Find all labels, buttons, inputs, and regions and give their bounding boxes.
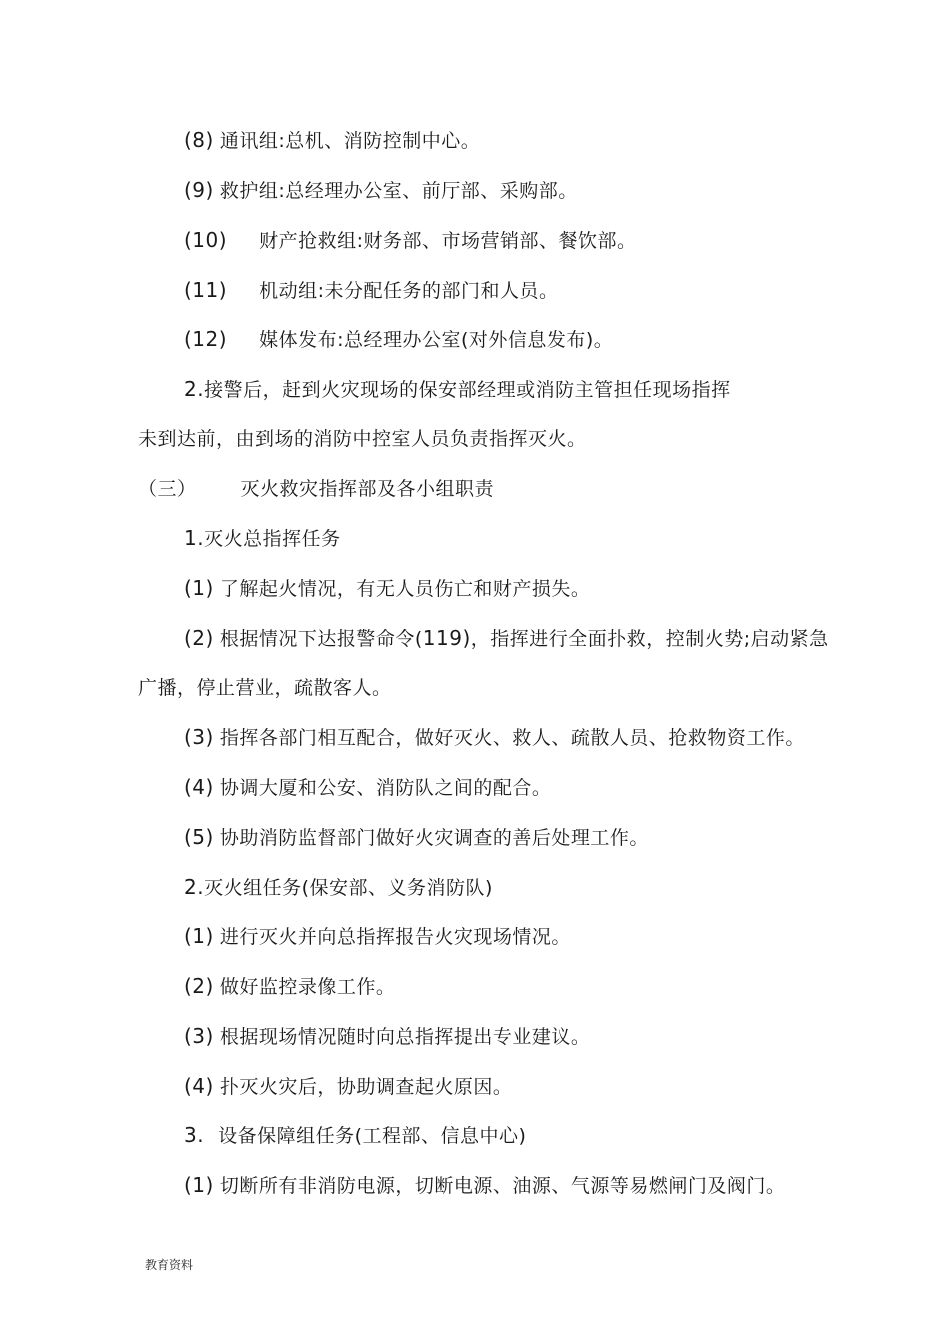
item-number: (9) — [184, 178, 214, 202]
item-text: ，指挥进行全面扑救，控制火势;启动紧急 — [470, 628, 829, 650]
text-line — [184, 1024, 590, 1049]
item-text: 灭火总指挥任务 — [204, 528, 341, 550]
text-line — [184, 128, 480, 153]
item-text: 做好监控录像工作。 — [219, 976, 396, 998]
text-line — [184, 178, 578, 203]
text-line — [184, 775, 551, 800]
text-line — [184, 626, 829, 651]
item-text: 指挥各部门相互配合，做好灭火、救人、疏散人员、抢救物资工作。 — [219, 727, 805, 749]
item-number: (1) — [184, 924, 214, 948]
item-text: 协助消防监督部门做好火灾调查的善后处理工作。 — [219, 827, 649, 849]
text-line — [184, 576, 590, 601]
item-number: (4) — [184, 775, 214, 799]
text-line — [184, 327, 613, 352]
item-text: 进行灭火并向总指挥报告火灾现场情况。 — [219, 926, 571, 948]
alarm-number: 119) — [422, 626, 471, 650]
item-text: 救护组:总经理办公室、前厅部、采购部。 — [219, 180, 578, 202]
text-line — [184, 875, 493, 900]
item-number: 1. — [184, 526, 205, 550]
item-number: (2) — [184, 626, 214, 650]
item-text: 根据情况下达报警命令( — [219, 628, 423, 650]
item-text: 财产抢救组:财务部、市场营销部、餐饮部。 — [259, 230, 637, 252]
item-text: 协调大厦和公安、消防队之间的配合。 — [219, 777, 552, 799]
item-text: 了解起火情况，有无人员伤亡和财产损失。 — [219, 578, 591, 600]
item-number: (12) — [184, 327, 228, 351]
item-text: 广播，停止营业，疏散客人。 — [138, 677, 392, 699]
item-text: 机动组:未分配任务的部门和人员。 — [259, 280, 559, 302]
section-heading — [138, 477, 494, 501]
section-title: 灭火救灾指挥部及各小组职责 — [240, 478, 495, 500]
item-number: (5) — [184, 825, 214, 849]
item-number: (1) — [184, 576, 214, 600]
item-text: 切断所有非消防电源，切断电源、油源、气源等易燃闸门及阀门。 — [219, 1175, 786, 1197]
item-number: (8) — [184, 128, 214, 152]
item-number: (3) — [184, 725, 214, 749]
item-number: 2. — [184, 377, 205, 401]
item-text: 媒体发布:总经理办公室(对外信息发布)。 — [259, 329, 614, 351]
page-footer: 教育资料 — [145, 1258, 194, 1272]
text-line — [184, 228, 636, 253]
item-text: 未到达前，由到场的消防中控室人员负责指挥灭火。 — [138, 428, 587, 450]
item-text: 设备保障组任务(工程部、信息中心) — [218, 1125, 527, 1147]
item-text: 灭火组任务(保安部、义务消防队) — [204, 877, 493, 899]
item-number: (1) — [184, 1173, 214, 1197]
text-line — [184, 974, 395, 999]
text-line — [184, 1173, 785, 1198]
text-line — [184, 377, 731, 402]
text-line — [184, 924, 571, 949]
item-number: (11) — [184, 278, 228, 302]
text-line — [184, 1074, 512, 1099]
text-line — [184, 825, 649, 850]
text-line — [184, 278, 558, 303]
text-line — [184, 526, 341, 551]
item-text: 通讯组:总机、消防控制中心。 — [219, 130, 481, 152]
text-line — [138, 427, 587, 451]
item-text: 扑灭火灾后，协助调查起火原因。 — [219, 1076, 513, 1098]
item-number: 2. — [184, 875, 205, 899]
item-number: (10) — [184, 228, 228, 252]
section-number: （三） — [138, 478, 197, 500]
text-line — [184, 725, 805, 750]
item-number: 3. — [184, 1123, 205, 1147]
text-line — [138, 676, 392, 700]
item-number: (3) — [184, 1024, 214, 1048]
item-number: (2) — [184, 974, 214, 998]
item-text: 接警后，赶到火灾现场的保安部经理或消防主管担任现场指挥 — [204, 379, 731, 401]
text-line — [184, 1123, 526, 1148]
item-text: 根据现场情况随时向总指挥提出专业建议。 — [219, 1026, 591, 1048]
item-number: (4) — [184, 1074, 214, 1098]
